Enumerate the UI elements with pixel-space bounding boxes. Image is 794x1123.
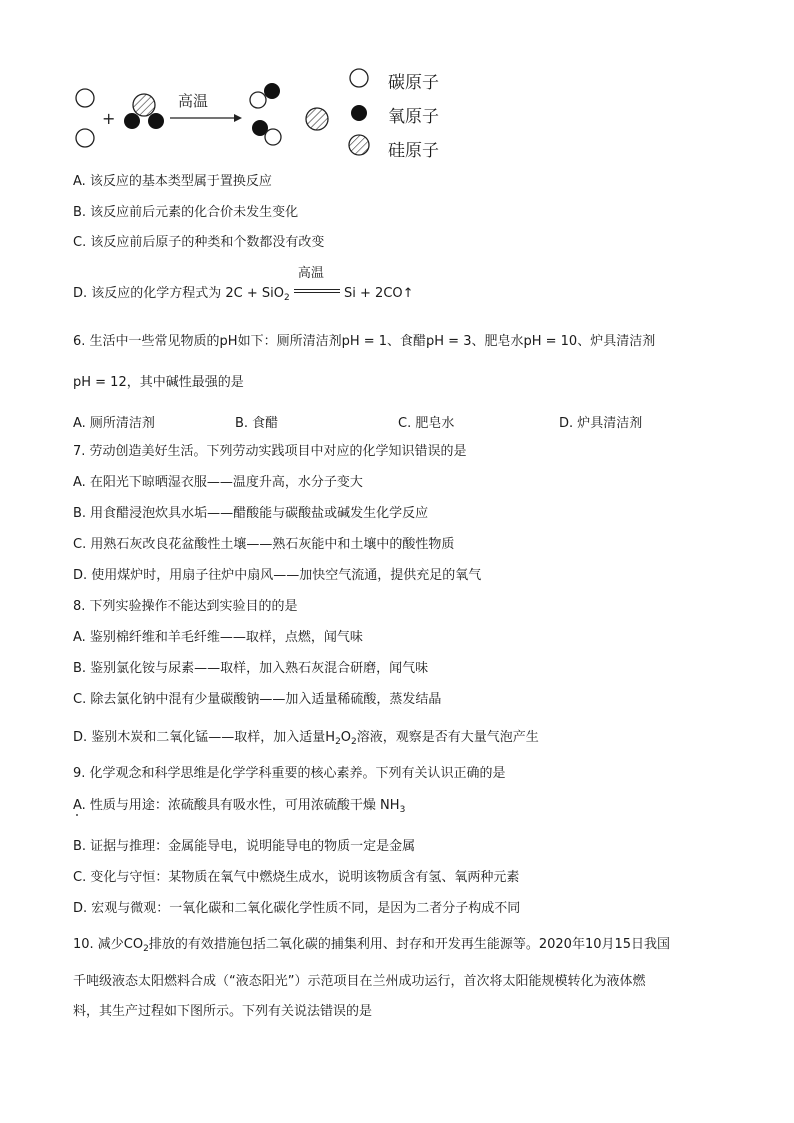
q9-a-prefix: A. 性质与用途：浓硫酸具有吸水性，可用浓硫酸干燥 NH <box>73 798 400 813</box>
q9-a-sub: 3 <box>399 805 406 815</box>
q7-option-d: D. 使用煤炉时，用扇子往炉中扇风——加快空气流通，提供充足的氧气 <box>73 568 482 583</box>
q5-option-b: B. 该反应前后元素的化合价未发生变化 <box>73 205 299 220</box>
q7-stem: 7. 劳动创造美好生活。下列劳动实践项目中对应的化学知识错误的是 <box>73 444 467 459</box>
q8-option-b: B. 鉴别氯化铵与尿素——取样，加入熟石灰混合研磨，闻气味 <box>73 661 429 676</box>
q7-option-c: C. 用熟石灰改良花盆酸性土壤——熟石灰能中和土壤中的酸性物质 <box>73 537 455 552</box>
q7-option-a: A. 在阳光下晾晒湿衣服——温度升高，水分子变大 <box>73 475 363 490</box>
q5-d-suffix: Si + 2CO↑ <box>344 286 414 301</box>
silicon-atom-icon <box>133 94 155 116</box>
q9-stem: 9. 化学观念和科学思维是化学学科重要的核心素养。下列有关认识正确的是 <box>73 766 506 781</box>
q5-d-sub: 2 <box>284 293 290 303</box>
reaction-diagram <box>60 60 480 170</box>
oxygen-atom-icon <box>124 113 140 129</box>
q6-option-a: A. 厕所清洁剂 <box>73 416 155 431</box>
q10-stem-line3: 料，其生产过程如下图所示。下列有关说法错误的是 <box>73 1004 373 1019</box>
legend-silicon-label: 硅原子 <box>388 141 439 161</box>
q5-option-c: C. 该反应前后原子的种类和个数都没有改变 <box>73 235 325 250</box>
arrow-condition: 高温 <box>178 92 209 110</box>
q8-d-sub2: 2 <box>351 737 357 747</box>
carbon-atom-icon <box>265 129 281 145</box>
q7-option-b: B. 用食醋浸泡炊具水垢——醋酸能与碳酸盐或碱发生化学反应 <box>73 506 429 521</box>
legend-oxygen-label: 氧原子 <box>388 107 439 127</box>
carbon-atom-icon <box>250 92 266 108</box>
q9-option-b: B. 证据与推理：金属能导电，说明能导电的物质一定是金属 <box>73 839 416 854</box>
q10-sub: 2 <box>143 944 149 954</box>
carbon-atom-icon <box>76 89 94 107</box>
q10-prefix: 10. 减少CO <box>73 937 144 952</box>
q8-d-prefix: D. 鉴别木炭和二氧化锰——取样，加入适量H <box>73 730 336 745</box>
plus-sign: + <box>102 109 116 128</box>
q6-option-b: B. 食醋 <box>235 416 279 431</box>
q8-d-suffix: 溶液，观察是否有大量气泡产生 <box>356 730 539 745</box>
q10-stem-line2: 千吨级液态太阳燃料合成（“液态阳光”）示范项目在兰州成功运行，首次将太阳能规模转化为液体燃 <box>73 974 646 989</box>
q8-d-mid: O <box>340 730 352 745</box>
silicon-atom-icon <box>306 108 328 130</box>
q6-option-d: D. 炉具清洁剂 <box>559 416 643 431</box>
q5-d-prefix: D. 该反应的化学方程式为 2C + SiO <box>73 286 285 301</box>
arrow-head-icon <box>234 114 242 122</box>
q8-option-d <box>73 729 539 751</box>
q8-d-sub1: 2 <box>335 737 341 747</box>
q6-option-c: C. 肥皂水 <box>398 416 455 431</box>
stray-dot <box>76 814 78 816</box>
legend-carbon-label: 碳原子 <box>388 73 439 93</box>
q10-stem-line1 <box>73 936 670 958</box>
q9-option-a <box>73 797 405 819</box>
q8-option-a: A. 鉴别棉纤维和羊毛纤维——取样，点燃，闻气味 <box>73 630 363 645</box>
q9-option-d: D. 宏观与微观：一氧化碳和二氧化碳化学性质不同，是因为二者分子构成不同 <box>73 901 521 916</box>
oxygen-atom-icon <box>264 83 280 99</box>
equation-arrow <box>294 266 340 299</box>
q9-option-c: C. 变化与守恒：某物质在氧气中燃烧生成水，说明该物质含有氢、氧两种元素 <box>73 870 520 885</box>
legend-oxygen-icon <box>351 105 367 121</box>
q8-stem: 8. 下列实验操作不能达到实验目的的是 <box>73 599 298 614</box>
q6-stem-line1: 6. 生活中一些常见物质的pH如下：厕所清洁剂pH = 1、食醋pH = 3、肥皂水pH = 10、炉具清洁剂 <box>73 334 656 349</box>
carbon-atom-icon <box>76 129 94 147</box>
legend-silicon-icon <box>349 135 369 155</box>
equation-condition: 高温 <box>297 266 324 281</box>
q5-option-a: A. 该反应的基本类型属于置换反应 <box>73 174 272 189</box>
q8-option-c: C. 除去氯化钠中混有少量碳酸钠——加入适量稀硫酸，蒸发结晶 <box>73 692 442 707</box>
oxygen-atom-icon <box>148 113 164 129</box>
q5-option-d <box>73 266 414 307</box>
q6-stem-line2: pH = 12，其中碱性最强的是 <box>73 375 244 390</box>
q10-suffix: 排放的有效措施包括二氧化碳的捕集利用、封存和开发再生能源等。2020年10月15日我国 <box>148 937 671 952</box>
legend-carbon-icon <box>350 69 368 87</box>
